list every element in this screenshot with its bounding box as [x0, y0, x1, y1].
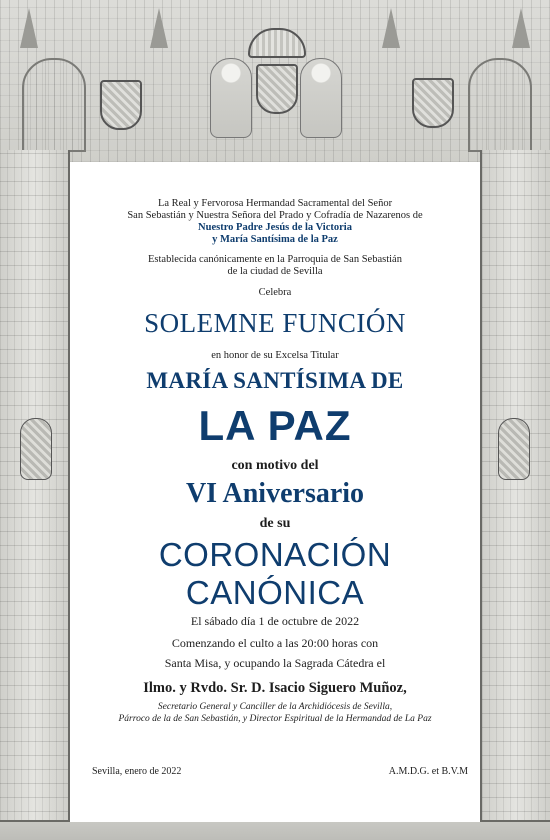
- brotherhood-line-2: San Sebastián y Nuestra Señora del Prado y Cofradía de Nazarenos de: [127, 210, 423, 221]
- gothic-frame-bottom: [0, 820, 550, 840]
- celebra-label: Celebra: [258, 287, 292, 298]
- pinnacle-ornament: [512, 8, 530, 48]
- gothic-arch: [22, 58, 86, 152]
- coat-of-arms-center-icon: [256, 64, 298, 114]
- footer-motto: A.M.D.G. et B.V.M: [388, 766, 468, 777]
- pinnacle-ornament: [382, 8, 400, 48]
- date-line: El sábado día 1 de octubre de 2022: [190, 614, 360, 628]
- pinnacle-ornament: [150, 8, 168, 48]
- celebrant-role-2: Párroco de la de San Sebastián, y Director Espiritual de la Hermandad de La Paz: [118, 714, 432, 724]
- gothic-column-left: [0, 150, 70, 840]
- column-crest-right-icon: [498, 418, 530, 480]
- brotherhood-line-1: La Real y Fervorosa Hermandad Sacramental del Señor: [157, 198, 393, 209]
- parish-line-1: Establecida canónicamente en la Parroquia de San Sebastián: [148, 254, 402, 265]
- title-solemne-funcion: SOLEMNE FUNCIÓN: [144, 308, 406, 338]
- parish-line-2: de la ciudad de Sevilla: [227, 266, 323, 277]
- footer-place-date: Sevilla, enero de 2022: [92, 766, 182, 777]
- coat-of-arms-right-icon: [412, 78, 454, 128]
- de-su-line: de su: [259, 516, 291, 531]
- angel-left-icon: [210, 58, 252, 138]
- celebrant-name: Ilmo. y Rvdo. Sr. D. Isacio Siguero Muñoz,: [143, 680, 407, 696]
- brotherhood-line-4: y María Santísima de la Paz: [212, 234, 338, 245]
- misa-line: Santa Misa, y ocupando la Sagrada Cátedra el: [164, 656, 386, 670]
- title-maria-santisima: MARÍA SANTÍSIMA DE: [146, 368, 404, 393]
- culto-line: Comenzando el culto a las 20:00 horas con: [171, 636, 379, 650]
- gothic-arch: [468, 58, 532, 152]
- title-canonica: CANÓNICA: [185, 574, 365, 611]
- title-coronacion: CORONACIÓN: [158, 536, 392, 573]
- coat-of-arms-left-icon: [100, 80, 142, 130]
- column-crest-left-icon: [20, 418, 52, 480]
- text-panel: [70, 162, 480, 822]
- gothic-column-right: [480, 150, 550, 840]
- brotherhood-line-3: Nuestro Padre Jesús de la Victoria: [198, 222, 352, 233]
- motivo-line: con motivo del: [231, 458, 319, 473]
- celebrant-role-1: Secretario General y Canciller de la Archidiócesis de Sevilla,: [157, 702, 393, 712]
- pinnacle-ornament: [20, 8, 38, 48]
- title-la-paz: LA PAZ: [198, 402, 352, 449]
- title-vi-aniversario: VI Aniversario: [185, 478, 365, 509]
- angel-right-icon: [300, 58, 342, 138]
- honor-line: en honor de su Excelsa Titular: [211, 350, 339, 361]
